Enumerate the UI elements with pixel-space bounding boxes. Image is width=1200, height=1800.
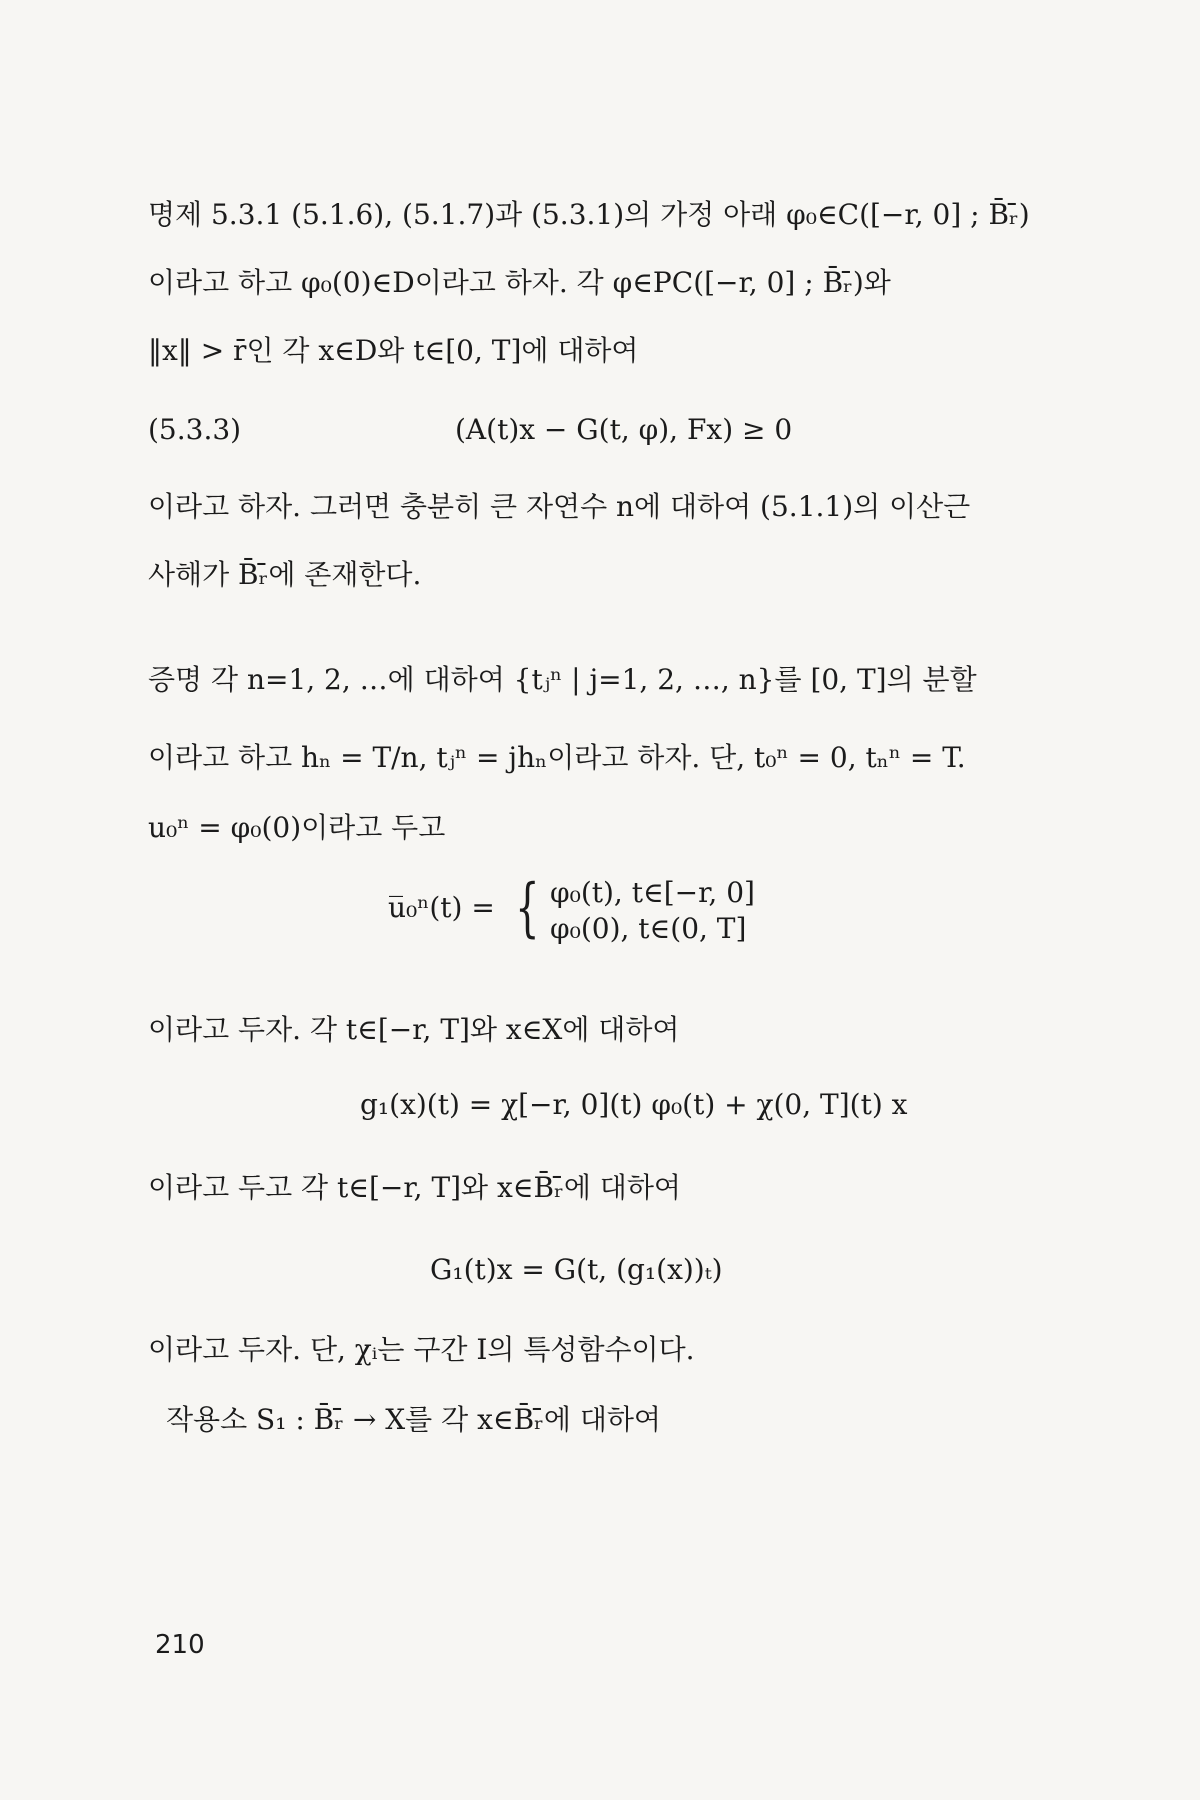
piecewise-lhs: u̅₀ⁿ(t) = (388, 891, 495, 924)
proof-line-2: 이라고 하고 hₙ = T/n, tⱼⁿ = jhₙ이라고 하자. 단, t₀ⁿ = 0, tₙⁿ = T. (148, 741, 966, 774)
piecewise-case-1: φ₀(t), t∈[−r, 0] (550, 876, 755, 909)
proof-line-5: 이라고 두고 각 t∈[−r, T]와 x∈B̄ᵣ̄에 대하여 (148, 1171, 681, 1204)
page-number: 210 (155, 1630, 205, 1660)
proof-line-4: 이라고 두자. 각 t∈[−r, T]와 x∈X에 대하여 (148, 1013, 680, 1046)
proof-line-7: 작용소 S₁ : B̄ᵣ̄ → X를 각 x∈B̄ᵣ̄에 대하여 (166, 1403, 661, 1436)
equation-label: (5.3.3) (148, 413, 242, 446)
proposition-statement-line-2: 이라고 하고 φ₀(0)∈D이라고 하자. 각 φ∈PC([−r, 0] ; B̄ᵣ̄)와 (148, 266, 891, 299)
proof-line-1: 증명 각 n=1, 2, …에 대하여 {tⱼⁿ | j=1, 2, …, n}를 [0, T]의 분할 (148, 663, 977, 696)
proposition-conclusion-line-2: 사해가 B̄ᵣ̄에 존재한다. (148, 558, 422, 591)
piecewise-case-2: φ₀(0), t∈(0, T] (550, 912, 747, 945)
equation-g1: g₁(x)(t) = χ[−r, 0](t) φ₀(t) + χ(0, T](t) x (360, 1088, 908, 1121)
proof-line-3: u₀ⁿ = φ₀(0)이라고 두고 (148, 811, 446, 844)
equation-G1: G₁(t)x = G(t, (g₁(x))ₜ) (430, 1253, 723, 1286)
proposition-conclusion-line-1: 이라고 하자. 그러면 충분히 큰 자연수 n에 대하여 (5.1.1)의 이산근 (148, 490, 971, 523)
equation-5-3-3: (A(t)x − G(t, φ), Fx) ≥ 0 (455, 413, 793, 446)
proposition-statement-line-3: ‖x‖ > r̄인 각 x∈D와 t∈[0, T]에 대하여 (148, 334, 639, 367)
piecewise-brace: { (515, 871, 540, 945)
proposition-statement-line-1: 명제 5.3.1 (5.1.6), (5.1.7)과 (5.3.1)의 가정 아래 φ₀∈C([−r, 0] ; B̄ᵣ̄) (148, 198, 1030, 231)
proof-line-6: 이라고 두자. 단, χᵢ는 구간 I의 특성함수이다. (148, 1333, 695, 1366)
